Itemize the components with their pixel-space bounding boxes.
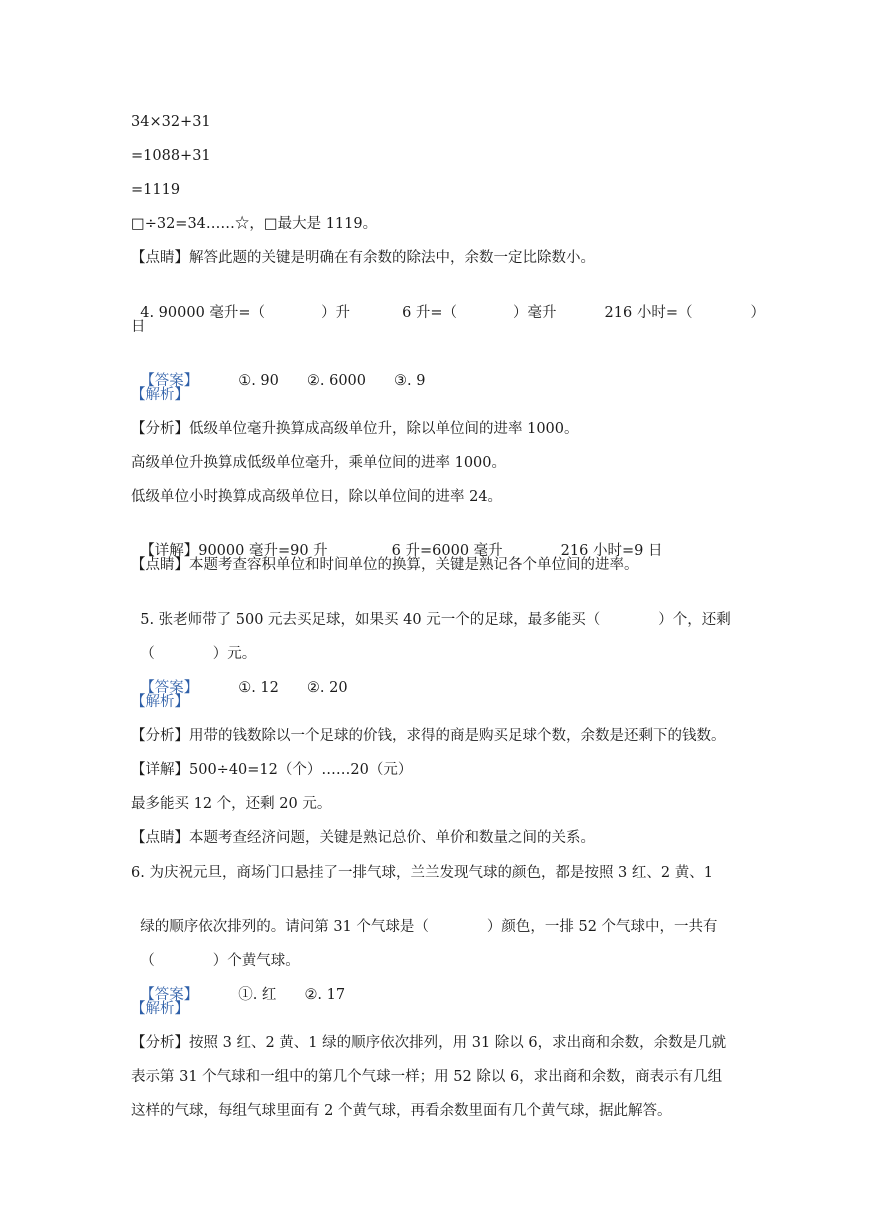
q6-stem-part-3a: （ [140,953,155,969]
calc-line-1: 34×32+31 [131,114,211,130]
q4-tip: 【点睛】本题考查容积单位和时间单位的换算，关键是熟记各个单位间的进率。 [131,557,639,573]
q5-stem-part-4: ）元。 [212,646,257,662]
q6-stem-part-2a: 绿的顺序依次排列的。请问第 31 个气球是（ [140,919,429,935]
q6-stem-part-2b: ）颜色，一排 52 个气球中，一共有 [486,919,718,935]
q4-analysis-label: 【解析】 [131,387,189,403]
q4-stem-part-4: ）毫升 [513,305,557,321]
calc-line-2: =1088+31 [131,148,211,164]
q5-answer-1: ①. 12 [238,680,279,696]
q6-stem-part-3b: ）个黄气球。 [212,953,300,969]
q4-stem-part-5: 216 小时=（ [604,305,693,321]
q6-analysis-2: 表示第 31 个气球和一组中的第几个气球一样；用 52 除以 6，求出商和余数，商表示有几组 [131,1069,723,1085]
q6-answer-label: 【答案】 [140,987,199,1003]
q4-stem-part-2: ）升 [321,305,351,321]
q5-stem-part-2: ）个，还剩 [658,612,731,628]
q5-stem-part-3: （ [140,646,155,662]
q4-analysis-1: 【分析】低级单位毫升换算成高级单位升，除以单位间的进率 1000。 [131,421,579,437]
q6-analysis-1: 【分析】按照 3 红、2 黄、1 绿的顺序依次排列，用 31 除以 6，求出商和余数，余数是几就 [131,1035,727,1051]
q4-answer-1: ①. 90 [238,373,279,389]
q4-detail-2: 6 升=6000 毫升 [391,543,503,559]
q6-analysis-label: 【解析】 [131,1001,189,1017]
q6-analysis-3: 这样的气球，每组气球里面有 2 个黄气球，再看余数里面有几个黄气球，据此解答。 [131,1103,672,1119]
q4-analysis-3: 低级单位小时换算成高级单位日，除以单位间的进率 24。 [131,489,503,505]
q5-analysis-label: 【解析】 [131,694,189,710]
q4-stem-line-2: 日 [131,319,146,335]
q5-answer-label: 【答案】 [140,680,199,696]
q4-detail-3: 216 小时=9 日 [560,543,663,559]
q4-stem-line-1 [131,283,765,323]
calc-line-3: =1119 [131,182,181,198]
q6-stem-line-1: 6. 为庆祝元旦，商场门口悬挂了一排气球，兰兰发现气球的颜色，都是按照 3 红、2 黄、1 [131,865,713,881]
q4-analysis-2: 高级单位升换算成低级单位毫升，乘单位间的进率 1000。 [131,455,507,471]
q5-stem-part-1: 5. 张老师带了 500 元去买足球，如果买 40 元一个的足球，最多能买（ [140,612,601,628]
q4-answer-2: ②. 6000 [306,373,367,389]
tip-line: 【点睛】解答此题的关键是明确在有余数的除法中，余数一定比除数小。 [131,250,595,266]
q4-detail-1: 【详解】90000 毫升=90 升 [140,543,328,559]
q4-stem-part-3: 6 升=（ [402,305,458,321]
q4-answer-3: ③. 9 [394,373,426,389]
q5-detail-1: 【详解】500÷40=12（个）……20（元） [131,762,413,778]
q5-analysis-1: 【分析】用带的钱数除以一个足球的价钱，求得的商是购买足球个数，余数是还剩下的钱数。 [131,728,726,744]
q4-stem-part-1: 4. 90000 毫升=（ [140,305,266,321]
q4-stem-part-6: ） [750,305,765,321]
q6-answer-1: ①. 红 [238,987,277,1003]
q6-answer-2: ②. 17 [304,987,346,1003]
q4-answer-label: 【答案】 [140,373,199,389]
q5-answer-2: ②. 20 [306,680,348,696]
q5-tip: 【点睛】本题考查经济问题，关键是熟记总价、单价和数量之间的关系。 [131,830,595,846]
calc-conclusion: □÷32=34……☆，□最大是 1119。 [131,216,378,232]
q5-detail-2: 最多能买 12 个，还剩 20 元。 [131,796,332,812]
